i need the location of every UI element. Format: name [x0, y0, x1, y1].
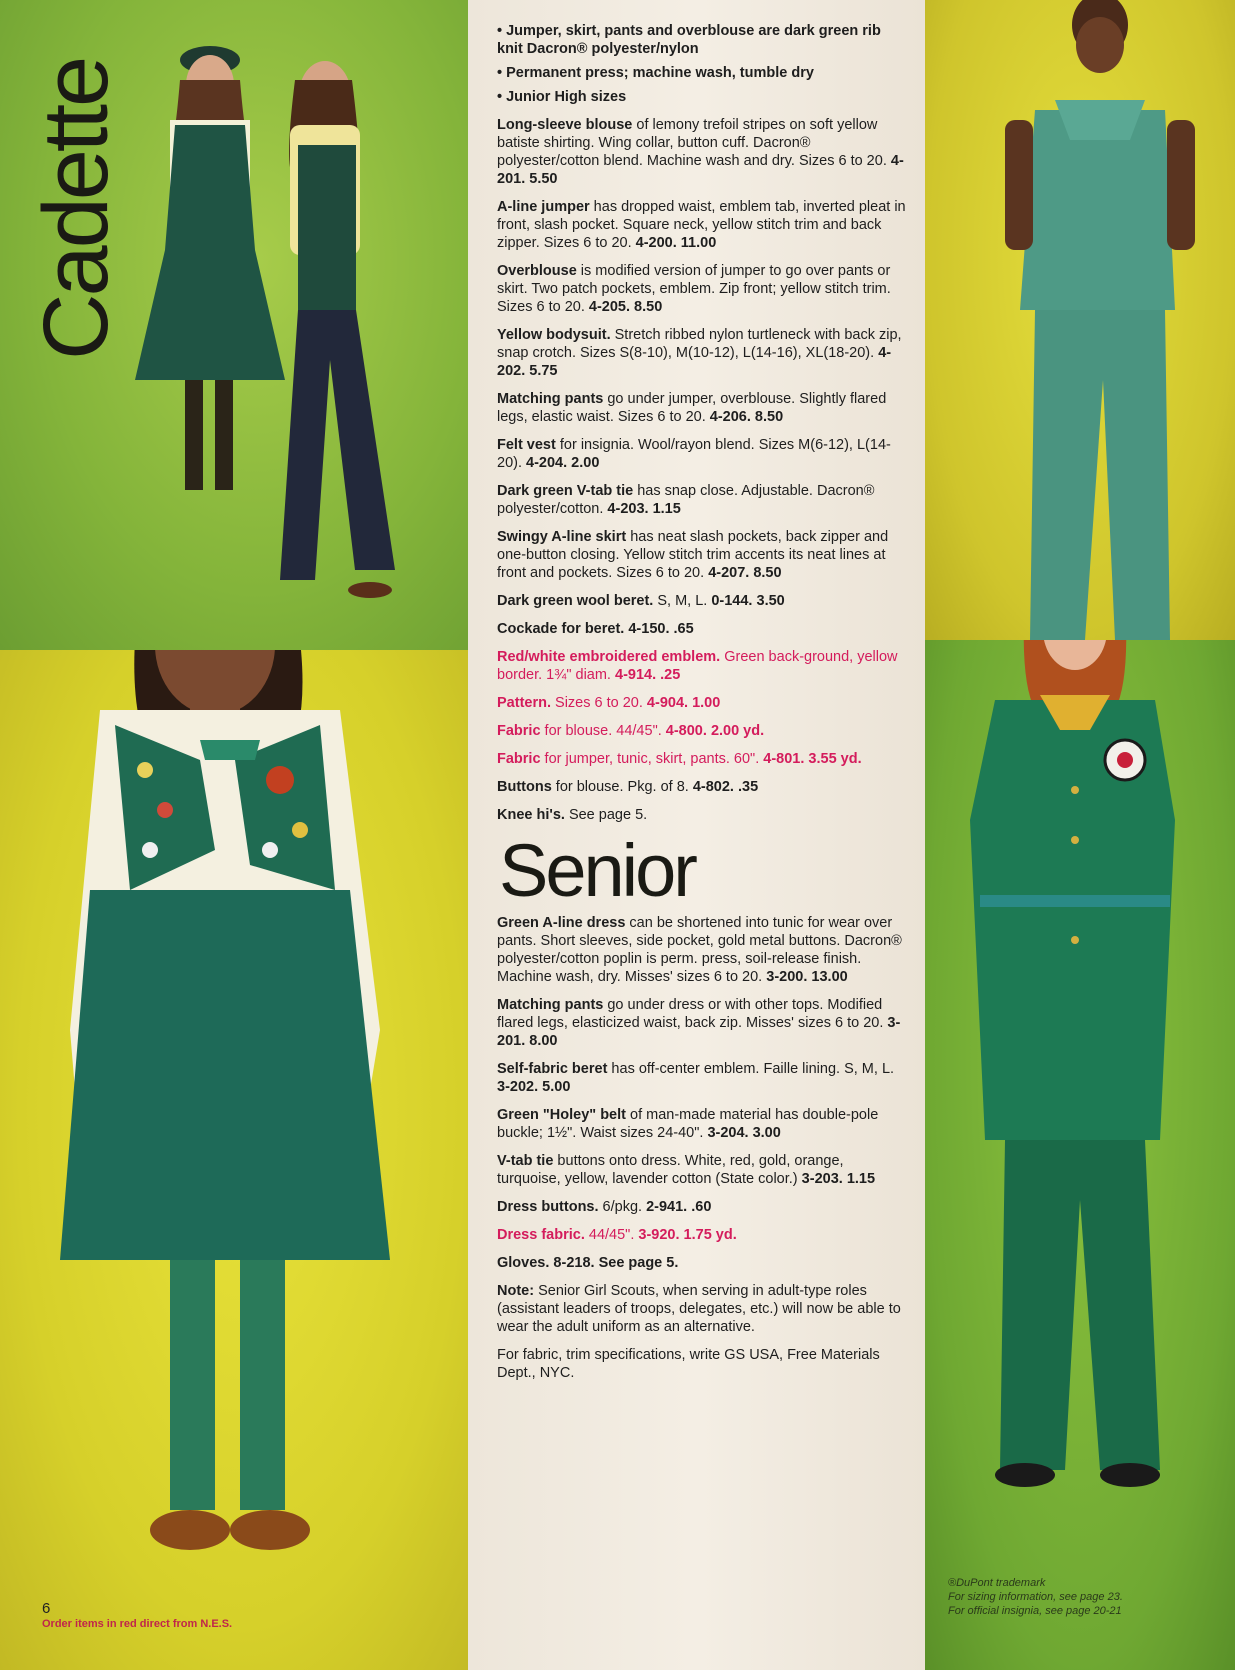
footnote-line: For sizing information, see page 23. [948, 1591, 1123, 1603]
item-name: Swingy A-line skirt [497, 529, 627, 545]
item-name: Fabric [497, 723, 541, 739]
item-description: Senior Girl Scouts, when serving in adult-type roles (assistant leaders of troops, delegates, etc.) will now be able to wear the adult uniform as an alternative. [497, 1283, 901, 1335]
feature-bullet: • Junior High sizes [497, 89, 627, 105]
item-price: 2.00 [571, 455, 600, 471]
cadette-vest-photo-panel [0, 650, 483, 1670]
item-name: Note: [497, 1283, 535, 1299]
catalog-item [497, 262, 907, 316]
item-name: Dark green V-tab tie [497, 483, 634, 499]
item-name: Buttons [497, 779, 552, 795]
item-code: 8-218. [553, 1255, 595, 1271]
catalog-item [497, 528, 907, 582]
item-price: 13.00 [811, 969, 848, 985]
item-code: 3-920. [638, 1227, 680, 1243]
item-code: 4-203. [607, 501, 649, 517]
item-code: 3-203. [801, 1171, 843, 1187]
page-number: 6 [42, 1600, 51, 1617]
catalog-item [497, 694, 907, 712]
item-code: 4-802. [692, 779, 734, 795]
item-code: 0-144. [711, 593, 753, 609]
footnote-line: ®DuPont trademark [948, 1577, 1046, 1589]
item-code: 4-150. [628, 621, 670, 637]
item-price: 1.00 [692, 695, 721, 711]
item-code: 3-200. [766, 969, 808, 985]
catalog-item [497, 592, 907, 610]
item-description: 44/45". [584, 1227, 639, 1243]
item-name: V-tab tie [497, 1153, 554, 1169]
item-description: Sizes 6 to 20. [551, 695, 647, 711]
item-name: Yellow bodysuit. [497, 327, 611, 343]
catalog-item [497, 1226, 907, 1244]
closing-note: For fabric, trim specifications, write GS USA, Free Materials Dept., NYC. [497, 1347, 880, 1381]
item-description: for insignia. Wool/rayon blend. Sizes M(6-12), L(14-20). [497, 437, 891, 471]
catalog-item [497, 482, 907, 518]
item-description: for blouse. 44/45". [540, 723, 666, 739]
item-code: 4-801. [763, 751, 805, 767]
senior-section-title: Senior [499, 829, 695, 912]
item-price: See page 5. [598, 1255, 679, 1271]
catalog-item [497, 1152, 907, 1188]
item-description: has neat slash pockets, back zipper and one-button closing. Yellow stitch trim accents its neat lines at front and pockets. Sizes 6 to 20. [497, 529, 889, 581]
item-price: 2.00 yd. [710, 723, 765, 739]
item-name: Dress fabric. [497, 1227, 585, 1243]
catalog-item [497, 1060, 907, 1096]
cadette-overblouse-photo-panel [925, 0, 1235, 640]
cadette-item-list [497, 116, 907, 824]
item-description: is modified version of jumper to go over pants or skirt. Two patch pockets, emblem. Zip front; yellow stitch trim. Sizes 6 to 20. [497, 263, 891, 315]
item-price: 8.50 [753, 565, 782, 581]
item-description: Stretch ribbed nylon turtleneck with back zip, snap crotch. Sizes S(8-10), M(10-12), L(14-16), XL(18-20). [497, 327, 902, 361]
catalog-item [497, 722, 907, 740]
item-description: of lemony trefoil stripes on soft yellow batiste shirting. Wing collar, button cuff. Dacron® polyester/cotton blend. Machine wash and dry. Sizes 6 to 20. [497, 117, 891, 169]
catalog-item [497, 648, 907, 684]
item-price: .65 [673, 621, 694, 637]
item-code: 4-206. [709, 409, 751, 425]
cadette-photo-panel [0, 0, 468, 650]
item-name: Gloves. [497, 1255, 550, 1271]
catalog-item [497, 436, 907, 472]
sizing-footnote [948, 1576, 1208, 1618]
item-name: Knee hi's. [497, 807, 565, 823]
item-name: Matching pants [497, 391, 604, 407]
feature-bullet: • Permanent press; machine wash, tumble dry [497, 65, 814, 81]
catalog-item [497, 1198, 907, 1216]
item-name: Matching pants [497, 997, 604, 1013]
item-price: 1.75 yd. [683, 1227, 737, 1243]
item-code: 4-904. [646, 695, 689, 711]
item-name: Red/white embroidered emblem. [497, 649, 721, 665]
item-description: has snap close. Adjustable. Dacron® polyester/cotton. [497, 483, 875, 517]
item-code: 3-202. [497, 1079, 539, 1095]
item-description: of man-made material has double-pole buckle; 1½". Waist sizes 24-40". [497, 1107, 879, 1141]
item-name: Long-sleeve blouse [497, 117, 633, 133]
cadette-section-title: Cadette [25, 58, 127, 360]
item-name: Fabric [497, 751, 541, 767]
item-name: Pattern. [497, 695, 551, 711]
feature-bullet: • Jumper, skirt, pants and overblouse are dark green rib knit Dacron® polyester/nylon [497, 23, 881, 57]
item-code: 4-205. [588, 299, 631, 315]
item-code: 3-204. [707, 1125, 749, 1141]
item-price: 5.00 [542, 1079, 571, 1095]
catalog-item [497, 1106, 907, 1142]
catalog-item [497, 1254, 907, 1272]
item-name: A-line jumper [497, 199, 590, 215]
item-description: go under jumper, overblouse. Slightly flared legs, elastic waist. Sizes 6 to 20. [497, 391, 887, 425]
catalog-item [497, 996, 907, 1050]
item-description: Green back-ground, yellow border. 1¾" diam. [497, 649, 898, 683]
item-name: Felt vest [497, 437, 556, 453]
catalog-item [497, 806, 907, 824]
item-description: buttons onto dress. White, red, gold, orange, turquoise, yellow, lavender cotton (State color.) [497, 1153, 844, 1187]
item-name: Green A-line dress [497, 915, 626, 931]
item-code: 4-914. [615, 667, 657, 683]
item-code: 2-941. [646, 1199, 688, 1215]
senior-dress-model-photo [925, 640, 1235, 1670]
item-price: 5.75 [529, 363, 558, 379]
catalog-item [497, 198, 907, 252]
catalog-item [497, 1282, 907, 1336]
cadette-sash-model-photo [0, 650, 483, 1670]
cadette-pantsuit-model-photo [925, 0, 1235, 640]
item-code: 4-800. [665, 723, 707, 739]
red-items-footnote: Order items in red direct from N.E.S. [42, 1618, 233, 1630]
item-code: 4-204. [526, 455, 568, 471]
item-price: 1.15 [652, 501, 681, 517]
item-price: 3.50 [756, 593, 785, 609]
catalog-item [497, 326, 907, 380]
item-description: for jumper, tunic, skirt, pants. 60". [540, 751, 764, 767]
item-name: Dark green wool beret. [497, 593, 654, 609]
item-price: 3.55 yd. [808, 751, 862, 767]
item-name: Cockade for beret. [497, 621, 625, 637]
catalog-item [497, 778, 907, 796]
item-name: Dress buttons. [497, 1199, 599, 1215]
item-price: 5.50 [529, 171, 558, 187]
catalog-item [497, 750, 907, 768]
item-price: 8.50 [754, 409, 784, 425]
senior-photo-panel [925, 640, 1235, 1670]
item-code: 4-200. [635, 235, 677, 251]
item-description: See page 5. [564, 807, 648, 823]
catalog-item [497, 116, 907, 188]
item-description: 6/pkg. [598, 1199, 647, 1215]
item-description: for blouse. Pkg. of 8. [551, 779, 693, 795]
item-code: 3-201. [497, 1015, 901, 1049]
item-code: 4-202. [497, 345, 892, 379]
item-code: 4-201. [497, 153, 904, 187]
catalog-copy [497, 22, 907, 1392]
catalog-item [497, 620, 907, 638]
item-price: 3.00 [752, 1125, 781, 1141]
item-price: 1.15 [846, 1171, 876, 1187]
item-description: can be shortened into tunic for wear over pants. Short sleeves, side pocket, gold metal buttons. Dacron® polyester/cotton poplin is perm. press, soil-release finish. Machine wash, dry. Misses' sizes 6 to 20. [497, 915, 902, 985]
item-description: go under dress or with other tops. Modified flared legs, elasticized waist, back zip. Misses' sizes 6 to 20. [497, 997, 888, 1031]
item-description: has dropped waist, emblem tab, inverted pleat in front, slash pocket. Square neck, yellow stitch trim and back zipper. Sizes 6 to 20. [497, 199, 906, 251]
senior-item-list [497, 914, 907, 1336]
item-name: Self-fabric beret [497, 1061, 608, 1077]
item-description: has off-center emblem. Faille lining. S, M, L. [607, 1061, 895, 1077]
item-price: 8.00 [529, 1033, 558, 1049]
footnote-line: For official insignia, see page 20-21 [948, 1605, 1122, 1617]
item-name: Green "Holey" belt [497, 1107, 626, 1123]
catalog-item [497, 390, 907, 426]
item-price: 11.00 [680, 235, 717, 251]
item-price: .60 [691, 1199, 712, 1215]
item-code: 4-207. [708, 565, 750, 581]
item-price: .25 [660, 667, 681, 683]
item-price: 8.50 [634, 299, 663, 315]
item-description: S, M, L. [653, 593, 712, 609]
catalog-item [497, 914, 907, 986]
item-price: .35 [737, 779, 759, 795]
item-name: Overblouse [497, 263, 577, 279]
